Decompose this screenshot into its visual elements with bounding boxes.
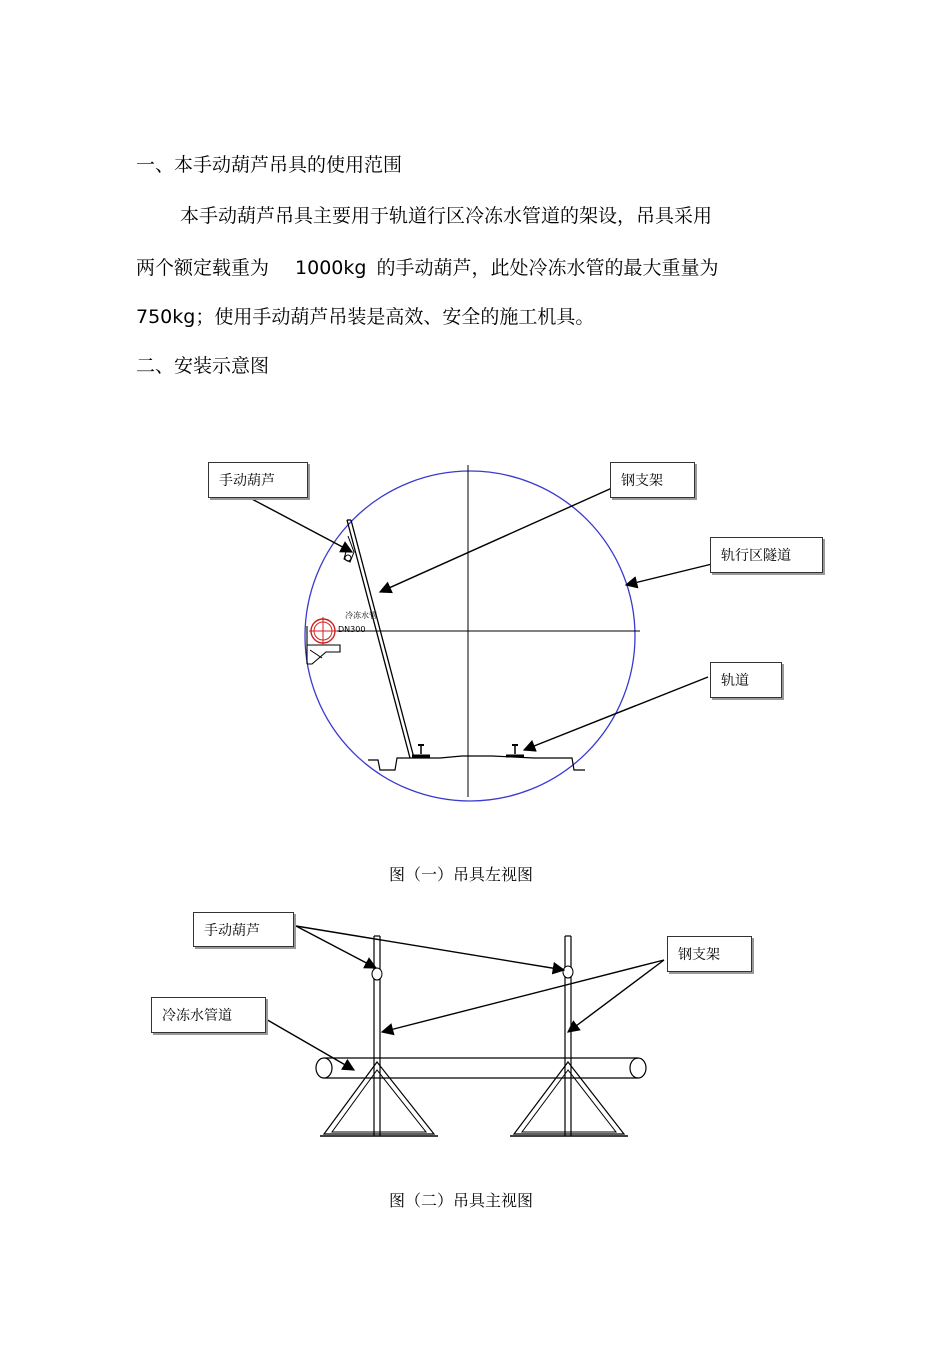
pipe-note-2: DN300	[338, 625, 366, 634]
figure-left-view	[0, 440, 950, 820]
pipe-note-1: 冷冻水管	[345, 611, 377, 620]
arrow-bracket-left	[382, 960, 664, 1032]
rail-left	[412, 745, 430, 756]
track-bed	[368, 756, 585, 770]
label-hoist-front: 手动葫芦	[193, 912, 294, 947]
pipe-section	[309, 617, 337, 645]
paragraph-line-2	[136, 253, 718, 280]
paragraph-line-2-end: 的手动葫芦，此处冷冻水管的最大重量为	[376, 257, 719, 279]
section2-heading: 二、安装示意图	[136, 355, 270, 377]
stand-right	[510, 936, 628, 1136]
pipe-body	[316, 1058, 646, 1078]
label-hoist: 手动葫芦	[208, 462, 308, 498]
arrow-hoist-right	[296, 926, 564, 970]
paragraph-line-1: 本手动葫芦吊具主要用于轨道行区冷冻水管道的架设，吊具采用	[180, 205, 713, 227]
figure-left-view-drawing	[0, 440, 950, 820]
arrow-bracket-right	[568, 960, 664, 1032]
inclined-bracket	[347, 520, 414, 758]
label-track: 轨道	[710, 662, 782, 698]
figure1-caption: 图（一）吊具左视图	[389, 865, 534, 884]
figure-front-view	[0, 900, 950, 1150]
rail-right	[506, 745, 524, 756]
figure-front-view-drawing	[0, 900, 950, 1150]
label-steel-bracket-front: 钢支架	[667, 936, 752, 972]
paragraph-line-3: 750kg；使用手动葫芦吊装是高效、安全的施工机具。	[136, 306, 595, 328]
load-value: 1000kg	[295, 257, 367, 279]
figure2-caption: 图（二）吊具主视图	[389, 1191, 534, 1210]
arrow-track	[524, 677, 708, 750]
tunnel-outline	[305, 471, 635, 801]
arrow-pipe	[264, 1018, 354, 1070]
label-pipe-front: 冷冻水管道	[151, 997, 266, 1033]
arrow-hoist	[250, 498, 352, 552]
arrow-tunnel	[626, 564, 712, 585]
label-steel-bracket: 钢支架	[610, 462, 695, 498]
stand-left	[320, 936, 438, 1136]
paragraph-line-2-start: 两个额定载重为	[136, 257, 270, 279]
label-tunnel: 轨行区隧道	[710, 537, 823, 573]
section1-heading: 一、本手动葫芦吊具的使用范围	[136, 154, 403, 176]
arrow-bracket	[380, 488, 612, 592]
